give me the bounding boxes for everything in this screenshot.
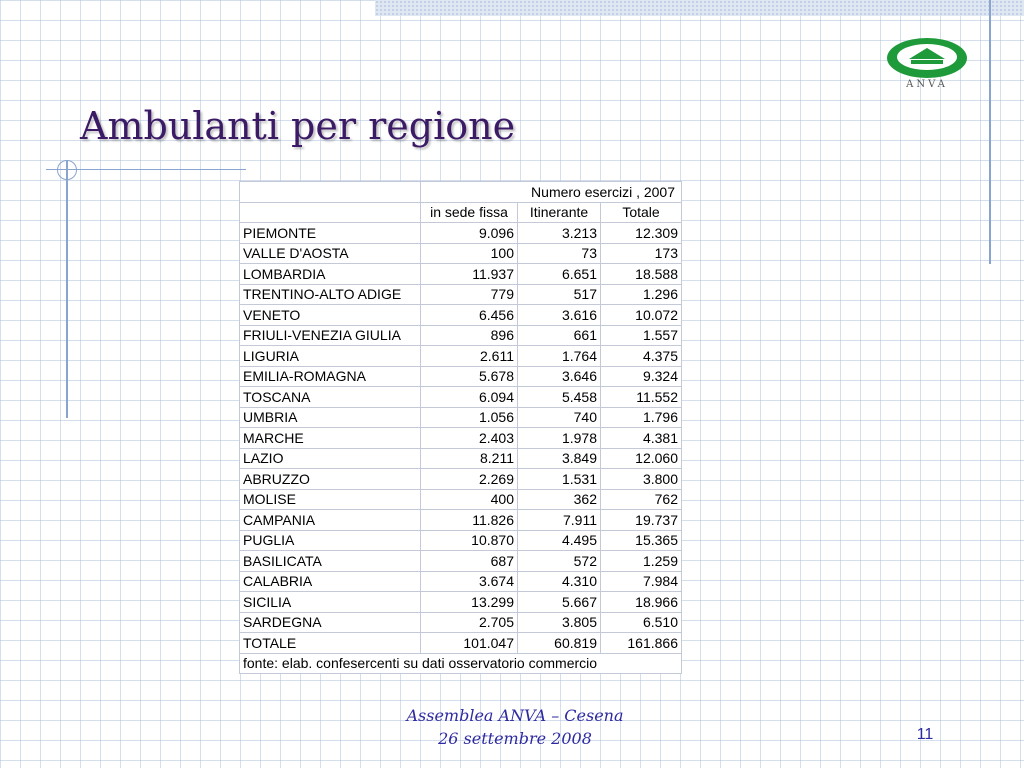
table-row: [240, 387, 682, 408]
region-cell: CAMPANIA: [240, 510, 421, 531]
itinerant-cell: 661: [518, 325, 601, 346]
total-cell: 9.324: [601, 366, 682, 387]
region-cell: EMILIA-ROMAGNA: [240, 366, 421, 387]
table-row: [240, 366, 682, 387]
table-row: [240, 633, 682, 654]
total-cell: 762: [601, 489, 682, 510]
total-cell: 12.060: [601, 448, 682, 469]
table-row: [240, 284, 682, 305]
region-cell: VENETO: [240, 305, 421, 326]
region-cell: SICILIA: [240, 592, 421, 613]
itinerant-cell: 517: [518, 284, 601, 305]
region-cell: SARDEGNA: [240, 612, 421, 633]
itinerant-cell: 4.495: [518, 530, 601, 551]
region-cell: PIEMONTE: [240, 223, 421, 244]
header-itinerante: Itinerante: [518, 202, 601, 223]
decorative-circle: [57, 160, 77, 180]
itinerant-cell: 3.616: [518, 305, 601, 326]
fixed-cell: 687: [421, 551, 518, 572]
table-row: [240, 571, 682, 592]
table-header-top: [240, 182, 682, 203]
header-totale: Totale: [601, 202, 682, 223]
total-cell: 6.510: [601, 612, 682, 633]
slide-title: Ambulanti per regione: [80, 104, 516, 148]
total-cell: 161.866: [601, 633, 682, 654]
fixed-cell: 2.403: [421, 428, 518, 449]
total-cell: 1.557: [601, 325, 682, 346]
itinerant-cell: 73: [518, 243, 601, 264]
total-cell: 12.309: [601, 223, 682, 244]
fixed-cell: 400: [421, 489, 518, 510]
total-cell: 1.296: [601, 284, 682, 305]
top-decorative-band: [375, 0, 1024, 16]
fixed-cell: 100: [421, 243, 518, 264]
itinerant-cell: 740: [518, 407, 601, 428]
fixed-cell: 5.678: [421, 366, 518, 387]
right-vertical-rule: [989, 0, 991, 264]
itinerant-cell: 6.651: [518, 264, 601, 285]
region-cell: FRIULI-VENEZIA GIULIA: [240, 325, 421, 346]
footer-date: 26 settembre 2008: [438, 729, 592, 748]
itinerant-cell: 362: [518, 489, 601, 510]
total-cell: 7.984: [601, 571, 682, 592]
header-empty-cell: [240, 182, 421, 203]
total-cell: 4.381: [601, 428, 682, 449]
itinerant-cell: 1.764: [518, 346, 601, 367]
fixed-cell: 13.299: [421, 592, 518, 613]
header-empty-cell: [240, 202, 421, 223]
total-cell: 15.365: [601, 530, 682, 551]
table-header-columns: [240, 202, 682, 223]
page-number: 11: [916, 726, 934, 743]
fixed-cell: 2.269: [421, 469, 518, 490]
region-cell: PUGLIA: [240, 530, 421, 551]
fixed-cell: 6.456: [421, 305, 518, 326]
header-numero-esercizi: Numero esercizi , 2007: [421, 182, 682, 203]
table-row: [240, 428, 682, 449]
table-row: [240, 325, 682, 346]
table-row: [240, 264, 682, 285]
table-row: [240, 489, 682, 510]
fixed-cell: 2.611: [421, 346, 518, 367]
left-vertical-rule: [66, 160, 68, 418]
total-cell: 3.800: [601, 469, 682, 490]
itinerant-cell: 3.849: [518, 448, 601, 469]
itinerant-cell: 60.819: [518, 633, 601, 654]
total-cell: 1.796: [601, 407, 682, 428]
table-row: [240, 243, 682, 264]
table-row: [240, 530, 682, 551]
region-cell: MOLISE: [240, 489, 421, 510]
fixed-cell: 101.047: [421, 633, 518, 654]
total-cell: 11.552: [601, 387, 682, 408]
region-cell: BASILICATA: [240, 551, 421, 572]
fixed-cell: 2.705: [421, 612, 518, 633]
fixed-cell: 1.056: [421, 407, 518, 428]
region-cell: LAZIO: [240, 448, 421, 469]
table-row: [240, 407, 682, 428]
header-in-sede-fissa: in sede fissa: [421, 202, 518, 223]
fixed-cell: 11.937: [421, 264, 518, 285]
region-cell: TOSCANA: [240, 387, 421, 408]
region-cell: TOTALE: [240, 633, 421, 654]
table-row: [240, 305, 682, 326]
itinerant-cell: 572: [518, 551, 601, 572]
total-cell: 18.588: [601, 264, 682, 285]
fixed-cell: 6.094: [421, 387, 518, 408]
ambulanti-table: [239, 181, 682, 674]
itinerant-cell: 3.805: [518, 612, 601, 633]
region-cell: LOMBARDIA: [240, 264, 421, 285]
fixed-cell: 11.826: [421, 510, 518, 531]
fixed-cell: 896: [421, 325, 518, 346]
fixed-cell: 8.211: [421, 448, 518, 469]
itinerant-cell: 1.978: [518, 428, 601, 449]
footer-event: Assemblea ANVA – Cesena: [406, 706, 624, 725]
table-row: [240, 346, 682, 367]
region-cell: LIGURIA: [240, 346, 421, 367]
itinerant-cell: 5.667: [518, 592, 601, 613]
table-row: [240, 510, 682, 531]
region-cell: UMBRIA: [240, 407, 421, 428]
itinerant-cell: 1.531: [518, 469, 601, 490]
source-note: fonte: elab. confesercenti su dati osservatorio commercio: [240, 653, 682, 674]
fixed-cell: 779: [421, 284, 518, 305]
itinerant-cell: 3.213: [518, 223, 601, 244]
itinerant-cell: 4.310: [518, 571, 601, 592]
itinerant-cell: 7.911: [518, 510, 601, 531]
table-row: [240, 469, 682, 490]
region-cell: MARCHE: [240, 428, 421, 449]
total-cell: 1.259: [601, 551, 682, 572]
fixed-cell: 3.674: [421, 571, 518, 592]
table-row: [240, 551, 682, 572]
total-cell: 4.375: [601, 346, 682, 367]
fixed-cell: 10.870: [421, 530, 518, 551]
table-row: [240, 223, 682, 244]
table-row: [240, 592, 682, 613]
total-cell: 173: [601, 243, 682, 264]
total-cell: 10.072: [601, 305, 682, 326]
total-cell: 18.966: [601, 592, 682, 613]
total-cell: 19.737: [601, 510, 682, 531]
itinerant-cell: 3.646: [518, 366, 601, 387]
logo-text: ANVA: [906, 79, 948, 90]
table-source-row: [240, 653, 682, 674]
region-cell: ABRUZZO: [240, 469, 421, 490]
table-row: [240, 612, 682, 633]
fixed-cell: 9.096: [421, 223, 518, 244]
slide-footer: [390, 704, 640, 750]
itinerant-cell: 5.458: [518, 387, 601, 408]
region-cell: TRENTINO-ALTO ADIGE: [240, 284, 421, 305]
table-row: [240, 448, 682, 469]
region-cell: VALLE D'AOSTA: [240, 243, 421, 264]
region-cell: CALABRIA: [240, 571, 421, 592]
